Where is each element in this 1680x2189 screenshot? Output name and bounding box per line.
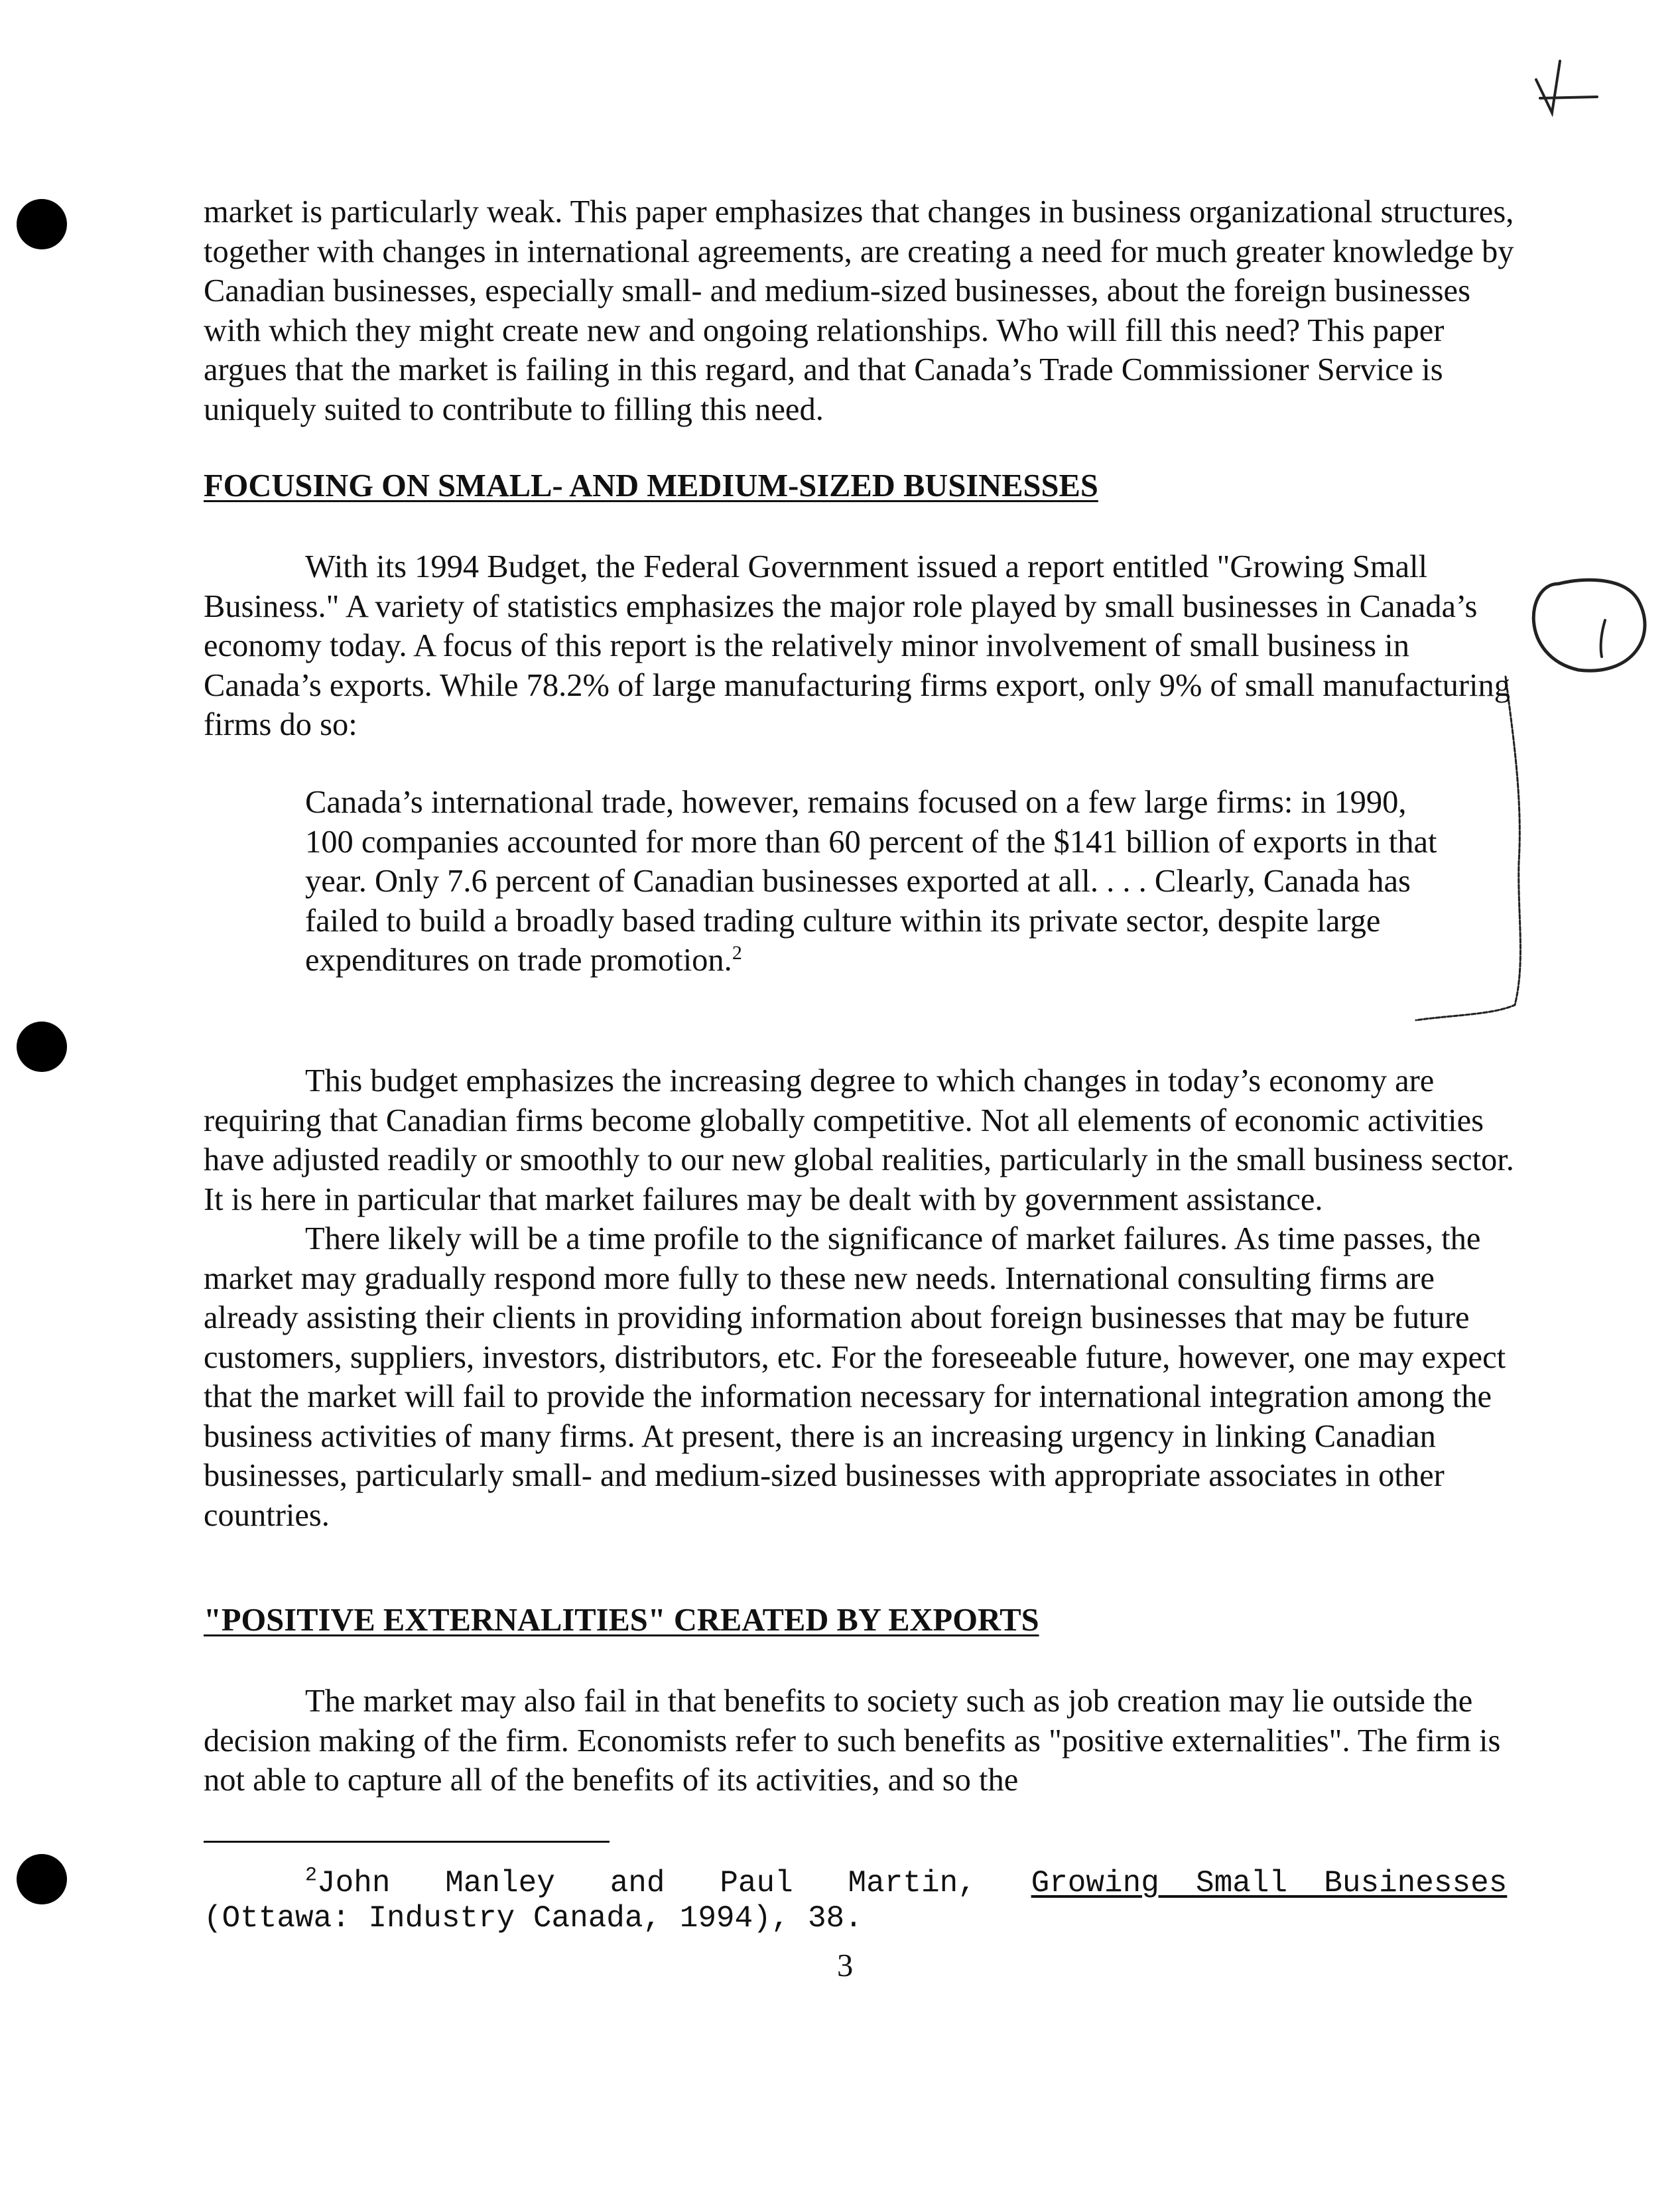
quote-text [305, 783, 1446, 980]
footnote-rule [204, 1841, 610, 1843]
paragraph-2 [204, 547, 1517, 745]
paragraph-text: market is particularly weak. This paper emphasizes that changes in business organizational structures, together with changes in international agreements, are creating a need for much greater knowledge by Canadian businesses, especially small- and medium-sized businesses, about the foreign businesses with which they might create new and ongoing relationships. Who will fill this need? This paper argues that the market is failing in this regard, and that Canada’s Trade Commissioner Service is uniquely suited to contribute to filling this need. [204, 194, 1514, 427]
footnote-authors: John Manley and Paul Martin, [317, 1866, 1031, 1900]
footnote-publication: (Ottawa: Industry Canada, 1994), 38. [204, 1901, 863, 1936]
section-heading: "POSITIVE EXTERNALITIES" CREATED BY EXPORTS [204, 1603, 1039, 1638]
circled-mark [1601, 620, 1605, 657]
page-number: 3 [837, 1948, 854, 1983]
footnote-marker: 2 [732, 941, 742, 964]
footnote-title: Growing Small Businesses [1031, 1866, 1508, 1900]
paragraph-text: This budget emphasizes the increasing degree to which changes in today’s economy are requiring that Canadian firms become globally competitive. Not all elements of economic activities have adjusted readily or smoothly to our new global realities, particularly in the small business sector. It is here in particular that market failures may be dealt with by government assistance. [204, 1063, 1514, 1217]
quote-body: Canada’s international trade, however, remains focused on a few large firms: in 1990, 100 companies accounted for more than 60 percent of the $141 billion of exports in that year. Only 7.6 percent of Canadian businesses exported at all. . . . Clearly, Canada has failed to build a broadly based trading culture within its private sector, despite large expenditures on trade promotion. [305, 785, 1437, 978]
paragraph-5 [204, 1682, 1517, 1800]
margin-circle [1533, 580, 1645, 671]
check-mark-stroke [1540, 97, 1597, 98]
paragraph-3 [204, 1061, 1517, 1535]
paragraph-text: There likely will be a time profile to the significance of market failures. As time passes, the market may gradually respond more fully to these new needs. International consulting firms are already assisting their clients in providing information about foreign businesses that may be future customers, suppliers, investors, distributors, etc. For the foreseeable future, however, one may expect that the market will fail to provide the information necessary for international integration among the business activities of many firms. At present, there is an increasing urgency in linking Canadian businesses, particularly small- and medium-sized businesses with appropriate associates in other countries. [204, 1221, 1506, 1533]
paragraph-text: With its 1994 Budget, the Federal Government issued a report entitled "Growing Small Business." A variety of statistics emphasizes the major role played by small businesses in Canada’s economy today. A focus of this report is the relatively minor involvement of small business in Canada’s exports. While 78.2% of large manufacturing firms export, only 9% of small manufacturing firms do so: [204, 549, 1511, 742]
block-quote [305, 783, 1446, 980]
paragraph-1 [204, 192, 1517, 429]
footnote-number: 2 [305, 1864, 318, 1887]
footnote [204, 1866, 1517, 1936]
paragraph-text: The market may also fail in that benefits to society such as job creation may lie outside the decision making of the firm. Economists refer to such benefits as "positive externalities". The firm is not able to capture all of the benefits of its activities, and so the [204, 1684, 1501, 1798]
check-mark [1536, 61, 1560, 113]
section-heading: FOCUSING ON SMALL- AND MEDIUM-SIZED BUSINESSES [204, 468, 1098, 503]
